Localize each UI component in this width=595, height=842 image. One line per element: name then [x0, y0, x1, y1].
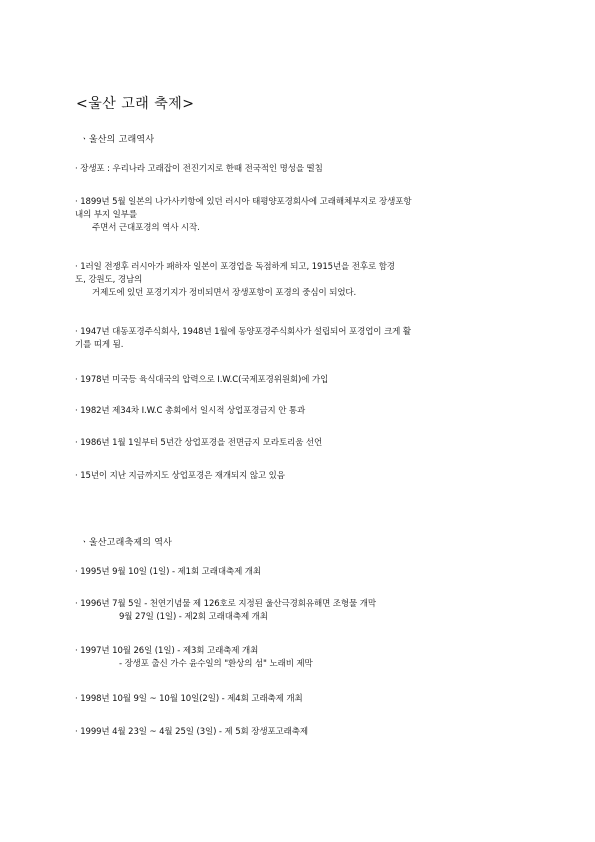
list-item — [75, 196, 515, 235]
item-text: · 15년이 지난 지금까지도 상업포경은 재개되지 않고 있음 — [75, 471, 285, 481]
item-text: · 1947년 대동포경주식회사, 1948년 1월에 동양포경주식회사가 설립되어 포경업이 크게 활 — [75, 327, 411, 337]
list-item — [75, 598, 515, 624]
item-text: · 1998년 10월 9일 ~ 10월 10일(2일) - 제4회 고래축제 개최 — [75, 694, 303, 704]
list-item — [75, 470, 515, 483]
item-text: 기를 띠게 됨. — [75, 340, 124, 350]
list-item — [75, 163, 515, 176]
list-item — [75, 726, 515, 739]
list-item — [75, 645, 515, 671]
list-item — [75, 326, 515, 352]
item-text: · 1996년 7월 5일 - 천연기념물 제 126호로 지정된 울산극경회유해면 조형물 개막 — [75, 599, 376, 609]
item-text: 거제도에 있던 포경기지가 정비되면서 장생포항이 포경의 중심이 되었다. — [92, 288, 357, 298]
document-title: <울산 고래 축제> — [76, 96, 195, 112]
item-text: 도, 강원도, 경남의 — [75, 275, 143, 285]
list-item — [75, 374, 515, 387]
list-item — [75, 437, 515, 450]
list-item — [75, 261, 515, 300]
item-text: · 1986년 1월 1일부터 5년간 상업포경을 전면금지 모라토리움 선언 — [75, 438, 323, 448]
item-text: · 장생포 : 우리나라 고래잡이 전진기지로 한때 전국적인 명성을 떨침 — [75, 164, 323, 174]
list-item — [75, 566, 515, 579]
item-text: · 1899년 5월 일본의 나가사키항에 있던 러시아 태평양포경회사에 고래해체부지로 장생포항 — [75, 197, 412, 207]
item-text: · 1978년 미국등 육식대국의 압력으로 I.W.C(국제포경위원회)에 가입 — [75, 375, 329, 385]
item-text: 주면서 근대포경의 역사 시작. — [92, 223, 200, 233]
item-text: 9월 27일 (1일) - 제2회 고래대축제 개최 — [119, 612, 268, 622]
item-text: 내의 부지 일부를 — [75, 210, 137, 220]
item-text: · 1982년 제34차 I.W.C 총회에서 일시적 상업포경금지 안 통과 — [75, 406, 306, 416]
section-heading-festival-history: ㆍ울산고래축제의 역사 — [80, 538, 173, 548]
item-text: · 1999년 4월 23일 ~ 4월 25일 (3일) - 제 5회 장생포고래축제 — [75, 727, 309, 737]
list-item — [75, 693, 515, 706]
item-text: · 1997년 10월 26일 (1일) - 제3회 고래축제 개최 — [75, 646, 259, 656]
list-item — [75, 405, 515, 418]
item-text: - 장생포 출신 가수 윤수일의 "환상의 섬" 노래비 제막 — [119, 659, 313, 669]
section-heading-whale-history: ㆍ울산의 고래역사 — [80, 135, 155, 145]
item-text: · 1995년 9월 10일 (1일) - 제1회 고래대축제 개최 — [75, 567, 262, 577]
item-text: · 1러일 전쟁후 러시아가 패하자 일본이 포경업을 독점하게 되고, 1915년을 전후로 함경 — [75, 262, 395, 272]
